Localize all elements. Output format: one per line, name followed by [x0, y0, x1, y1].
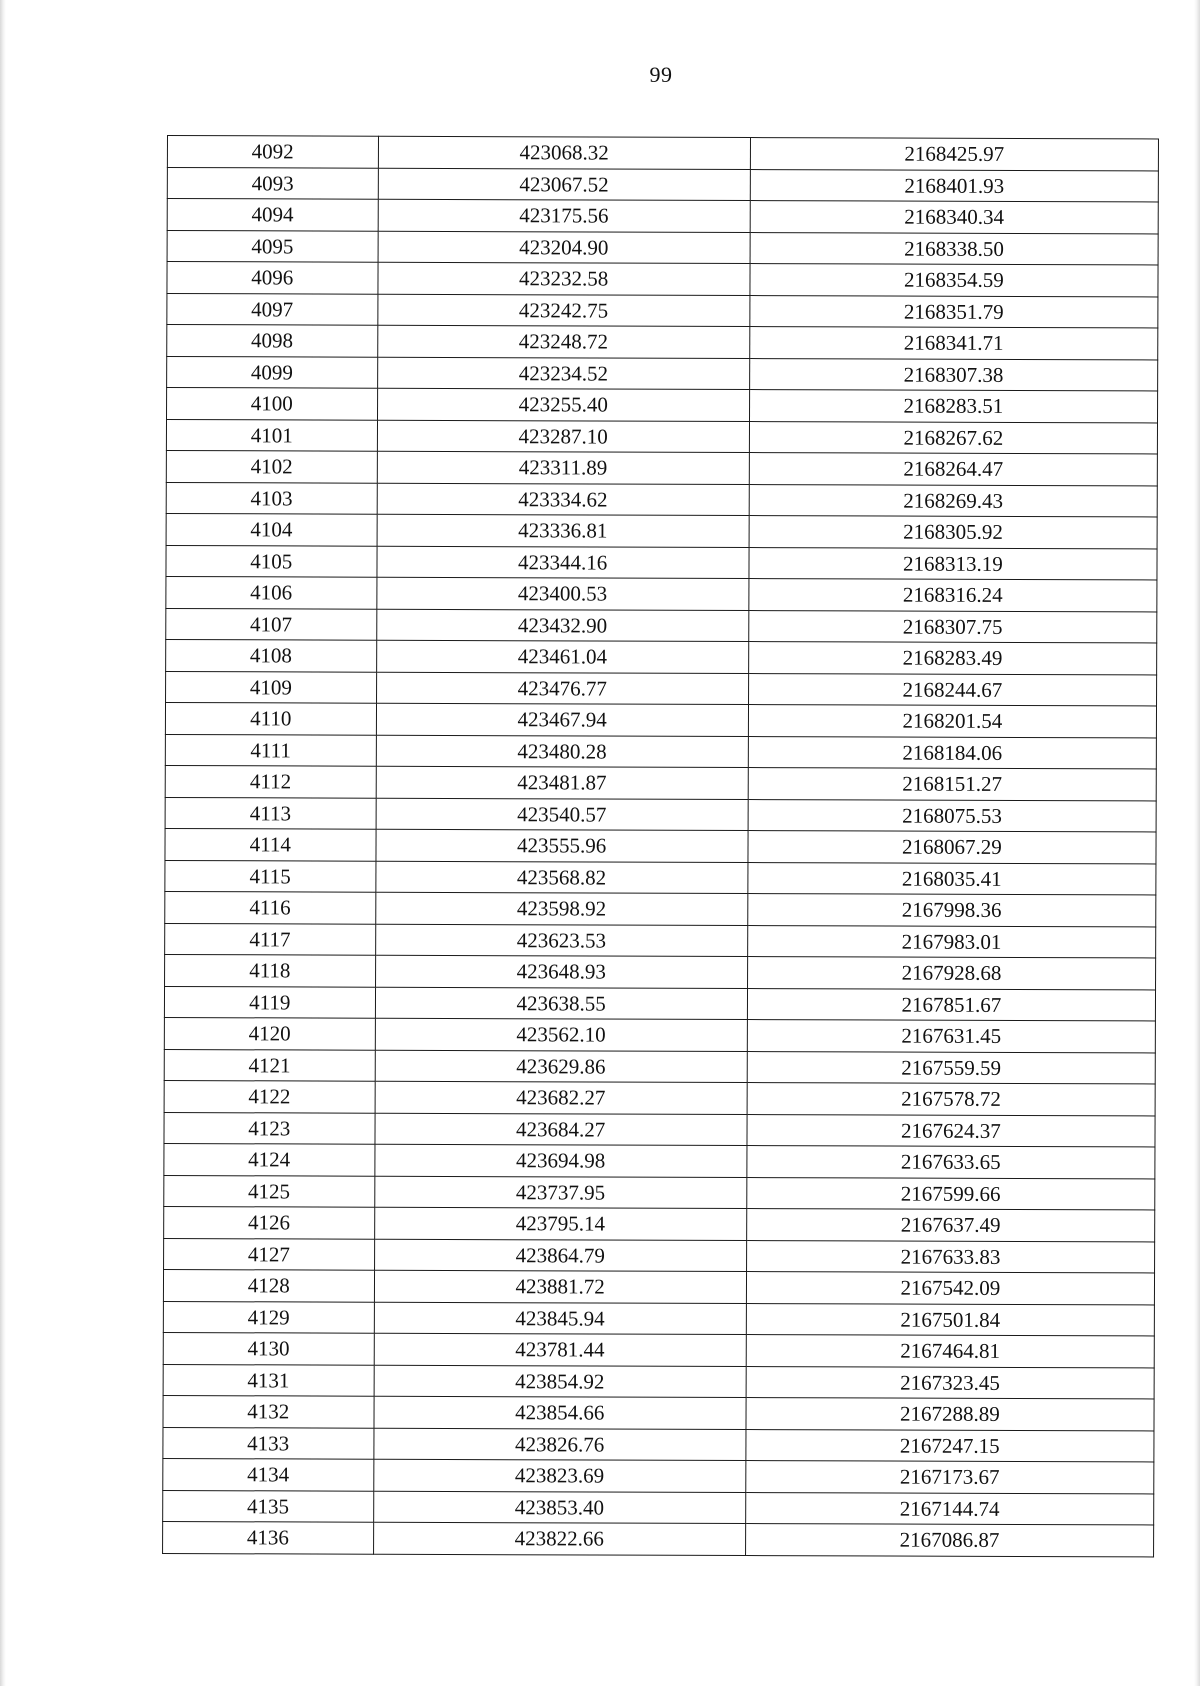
x-coordinate-cell: 423248.72: [377, 325, 749, 358]
table-row: [167, 356, 1158, 391]
y-coordinate-cell: 2167599.66: [747, 1177, 1155, 1210]
table-row: [163, 1269, 1154, 1304]
table-row: [164, 1175, 1155, 1210]
table-row: [163, 1427, 1154, 1462]
x-coordinate-cell: 423334.62: [377, 483, 749, 516]
x-coordinate-cell: 423232.58: [377, 262, 749, 295]
point-id-cell: 4118: [165, 954, 376, 986]
x-coordinate-cell: 423598.92: [375, 892, 747, 925]
y-coordinate-cell: 2168264.47: [749, 453, 1157, 486]
point-id-cell: 4099: [167, 356, 378, 388]
x-coordinate-cell: 423781.44: [374, 1333, 746, 1366]
x-coordinate-cell: 423311.89: [377, 451, 749, 484]
x-coordinate-cell: 423204.90: [378, 231, 750, 264]
point-id-cell: 4129: [163, 1301, 374, 1333]
x-coordinate-cell: 423822.66: [373, 1522, 745, 1555]
y-coordinate-cell: 2168201.54: [748, 705, 1156, 738]
point-id-cell: 4122: [164, 1080, 375, 1112]
table-row: [167, 325, 1158, 360]
y-coordinate-cell: 2168067.29: [748, 831, 1156, 864]
y-coordinate-cell: 2167559.59: [747, 1051, 1155, 1084]
table-row: [163, 1490, 1154, 1525]
table-row: [167, 293, 1158, 328]
x-coordinate-cell: 423854.92: [374, 1365, 746, 1398]
x-coordinate-cell: 423638.55: [375, 987, 747, 1020]
x-coordinate-cell: 423481.87: [376, 766, 748, 799]
x-coordinate-cell: 423737.95: [374, 1176, 746, 1209]
point-id-cell: 4115: [165, 860, 376, 892]
point-id-cell: 4132: [163, 1395, 374, 1427]
point-id-cell: 4123: [164, 1112, 375, 1144]
point-id-cell: 4109: [166, 671, 377, 703]
table-row: [167, 199, 1158, 234]
y-coordinate-cell: 2168425.97: [750, 138, 1158, 171]
point-id-cell: 4120: [164, 1017, 375, 1049]
table-row: [165, 891, 1156, 926]
point-id-cell: 4103: [166, 482, 377, 514]
x-coordinate-cell: 423432.90: [376, 609, 748, 642]
table-row: [165, 797, 1156, 832]
x-coordinate-cell: 423476.77: [376, 672, 748, 705]
table-row: [164, 1049, 1155, 1084]
scan-edge-right: [1194, 0, 1200, 1686]
y-coordinate-cell: 2168401.93: [750, 169, 1158, 202]
coordinate-table: [162, 135, 1159, 1557]
y-coordinate-cell: 2168340.34: [750, 201, 1158, 234]
point-id-cell: 4108: [166, 639, 377, 671]
point-id-cell: 4125: [164, 1175, 375, 1207]
point-id-cell: 4136: [163, 1521, 374, 1553]
table-row: [167, 388, 1158, 423]
y-coordinate-cell: 2168316.24: [749, 579, 1157, 612]
x-coordinate-cell: 423795.14: [374, 1207, 746, 1240]
point-id-cell: 4134: [163, 1458, 374, 1490]
table-row: [164, 1080, 1155, 1115]
y-coordinate-cell: 2168283.51: [749, 390, 1157, 423]
table-row: [165, 954, 1156, 989]
point-id-cell: 4131: [163, 1364, 374, 1396]
y-coordinate-cell: 2167637.49: [746, 1209, 1154, 1242]
point-id-cell: 4126: [164, 1206, 375, 1238]
table-row: [167, 262, 1158, 297]
table-row: [165, 765, 1156, 800]
point-id-cell: 4092: [167, 136, 378, 168]
x-coordinate-cell: 423562.10: [375, 1018, 747, 1051]
table-row: [163, 1521, 1154, 1556]
x-coordinate-cell: 423823.69: [373, 1459, 745, 1492]
x-coordinate-cell: 423864.79: [374, 1239, 746, 1272]
x-coordinate-cell: 423682.27: [375, 1081, 747, 1114]
point-id-cell: 4130: [163, 1332, 374, 1364]
y-coordinate-cell: 2167464.81: [746, 1335, 1154, 1368]
point-id-cell: 4102: [166, 450, 377, 482]
point-id-cell: 4116: [165, 891, 376, 923]
table-row: [166, 576, 1157, 611]
y-coordinate-cell: 2167631.45: [747, 1020, 1155, 1053]
table-row: [164, 1143, 1155, 1178]
point-id-cell: 4105: [166, 545, 377, 577]
x-coordinate-cell: 423344.16: [377, 546, 749, 579]
x-coordinate-cell: 423623.53: [375, 924, 747, 957]
y-coordinate-cell: 2167323.45: [746, 1366, 1154, 1399]
table-row: [165, 702, 1156, 737]
scan-edge-left: [0, 0, 6, 1686]
table-row: [163, 1301, 1154, 1336]
y-coordinate-cell: 2167624.37: [747, 1114, 1155, 1147]
x-coordinate-cell: 423845.94: [374, 1302, 746, 1335]
x-coordinate-cell: 423826.76: [373, 1428, 745, 1461]
table-row: [165, 860, 1156, 895]
table-row: [166, 419, 1157, 454]
point-id-cell: 4097: [167, 293, 378, 325]
y-coordinate-cell: 2168313.19: [749, 547, 1157, 580]
x-coordinate-cell: 423255.40: [377, 388, 749, 421]
y-coordinate-cell: 2168307.75: [749, 610, 1157, 643]
point-id-cell: 4094: [167, 199, 378, 231]
y-coordinate-cell: 2167578.72: [747, 1083, 1155, 1116]
x-coordinate-cell: 423629.86: [375, 1050, 747, 1083]
x-coordinate-cell: 423480.28: [376, 735, 748, 768]
table-row: [166, 639, 1157, 674]
x-coordinate-cell: 423694.98: [374, 1144, 746, 1177]
point-id-cell: 4127: [164, 1238, 375, 1270]
point-id-cell: 4124: [164, 1143, 375, 1175]
point-id-cell: 4096: [167, 262, 378, 294]
x-coordinate-cell: 423648.93: [375, 955, 747, 988]
y-coordinate-cell: 2168283.49: [748, 642, 1156, 675]
y-coordinate-cell: 2167633.65: [747, 1146, 1155, 1179]
table-row: [166, 513, 1157, 548]
point-id-cell: 4113: [165, 797, 376, 829]
table-row: [166, 450, 1157, 485]
point-id-cell: 4104: [166, 513, 377, 545]
table-row: [163, 1458, 1154, 1493]
point-id-cell: 4119: [164, 986, 375, 1018]
coordinate-table-body: [163, 136, 1159, 1557]
table-row: [164, 1112, 1155, 1147]
y-coordinate-cell: 2168354.59: [750, 264, 1158, 297]
point-id-cell: 4098: [167, 325, 378, 357]
x-coordinate-cell: 423336.81: [377, 514, 749, 547]
point-id-cell: 4093: [167, 167, 378, 199]
y-coordinate-cell: 2168151.27: [748, 768, 1156, 801]
y-coordinate-cell: 2167086.87: [745, 1524, 1153, 1557]
table-row: [165, 828, 1156, 863]
point-id-cell: 4117: [165, 923, 376, 955]
y-coordinate-cell: 2168269.43: [749, 484, 1157, 517]
x-coordinate-cell: 423242.75: [377, 294, 749, 327]
y-coordinate-cell: 2168035.41: [748, 862, 1156, 895]
x-coordinate-cell: 423067.52: [378, 168, 750, 201]
table-row: [163, 1332, 1154, 1367]
table-row: [165, 734, 1156, 769]
table-row: [163, 1364, 1154, 1399]
x-coordinate-cell: 423555.96: [376, 829, 748, 862]
point-id-cell: 4112: [165, 765, 376, 797]
x-coordinate-cell: 423854.66: [374, 1396, 746, 1429]
table-row: [166, 671, 1157, 706]
y-coordinate-cell: 2167288.89: [746, 1398, 1154, 1431]
point-id-cell: 4114: [165, 828, 376, 860]
table-row: [163, 1395, 1154, 1430]
point-id-cell: 4128: [163, 1269, 374, 1301]
x-coordinate-cell: 423287.10: [377, 420, 749, 453]
point-id-cell: 4110: [165, 702, 376, 734]
y-coordinate-cell: 2168341.71: [750, 327, 1158, 360]
y-coordinate-cell: 2167998.36: [748, 894, 1156, 927]
x-coordinate-cell: 423467.94: [376, 703, 748, 736]
x-coordinate-cell: 423461.04: [376, 640, 748, 673]
y-coordinate-cell: 2168075.53: [748, 799, 1156, 832]
y-coordinate-cell: 2168305.92: [749, 516, 1157, 549]
y-coordinate-cell: 2167144.74: [745, 1492, 1153, 1525]
y-coordinate-cell: 2168338.50: [750, 232, 1158, 265]
point-id-cell: 4111: [165, 734, 376, 766]
point-id-cell: 4101: [166, 419, 377, 451]
y-coordinate-cell: 2167247.15: [746, 1429, 1154, 1462]
x-coordinate-cell: 423400.53: [376, 577, 748, 610]
table-row: [166, 482, 1157, 517]
point-id-cell: 4107: [166, 608, 377, 640]
page-number: 99: [649, 62, 673, 87]
table-row: [166, 545, 1157, 580]
y-coordinate-cell: 2167501.84: [746, 1303, 1154, 1336]
table-row: [164, 986, 1155, 1021]
x-coordinate-cell: 423540.57: [376, 798, 748, 831]
y-coordinate-cell: 2167983.01: [747, 925, 1155, 958]
point-id-cell: 4095: [167, 230, 378, 262]
y-coordinate-cell: 2167633.83: [746, 1240, 1154, 1273]
point-id-cell: 4133: [163, 1427, 374, 1459]
y-coordinate-cell: 2167173.67: [746, 1461, 1154, 1494]
x-coordinate-cell: 423568.82: [375, 861, 747, 894]
table-row: [167, 136, 1158, 171]
x-coordinate-cell: 423684.27: [375, 1113, 747, 1146]
point-id-cell: 4135: [163, 1490, 374, 1522]
x-coordinate-cell: 423175.56: [378, 199, 750, 232]
point-id-cell: 4106: [166, 576, 377, 608]
x-coordinate-cell: 423853.40: [373, 1491, 745, 1524]
x-coordinate-cell: 423881.72: [374, 1270, 746, 1303]
y-coordinate-cell: 2168267.62: [749, 421, 1157, 454]
point-id-cell: 4100: [167, 388, 378, 420]
table-row: [164, 1238, 1155, 1273]
y-coordinate-cell: 2167542.09: [746, 1272, 1154, 1305]
table-row: [167, 230, 1158, 265]
y-coordinate-cell: 2168184.06: [748, 736, 1156, 769]
y-coordinate-cell: 2168244.67: [748, 673, 1156, 706]
y-coordinate-cell: 2167851.67: [747, 988, 1155, 1021]
table-row: [164, 1206, 1155, 1241]
x-coordinate-cell: 423068.32: [378, 136, 750, 169]
table-row: [164, 1017, 1155, 1052]
table-row: [166, 608, 1157, 643]
y-coordinate-cell: 2168351.79: [750, 295, 1158, 328]
table-row: [167, 167, 1158, 202]
y-coordinate-cell: 2168307.38: [749, 358, 1157, 391]
point-id-cell: 4121: [164, 1049, 375, 1081]
x-coordinate-cell: 423234.52: [377, 357, 749, 390]
y-coordinate-cell: 2167928.68: [747, 957, 1155, 990]
table-row: [165, 923, 1156, 958]
